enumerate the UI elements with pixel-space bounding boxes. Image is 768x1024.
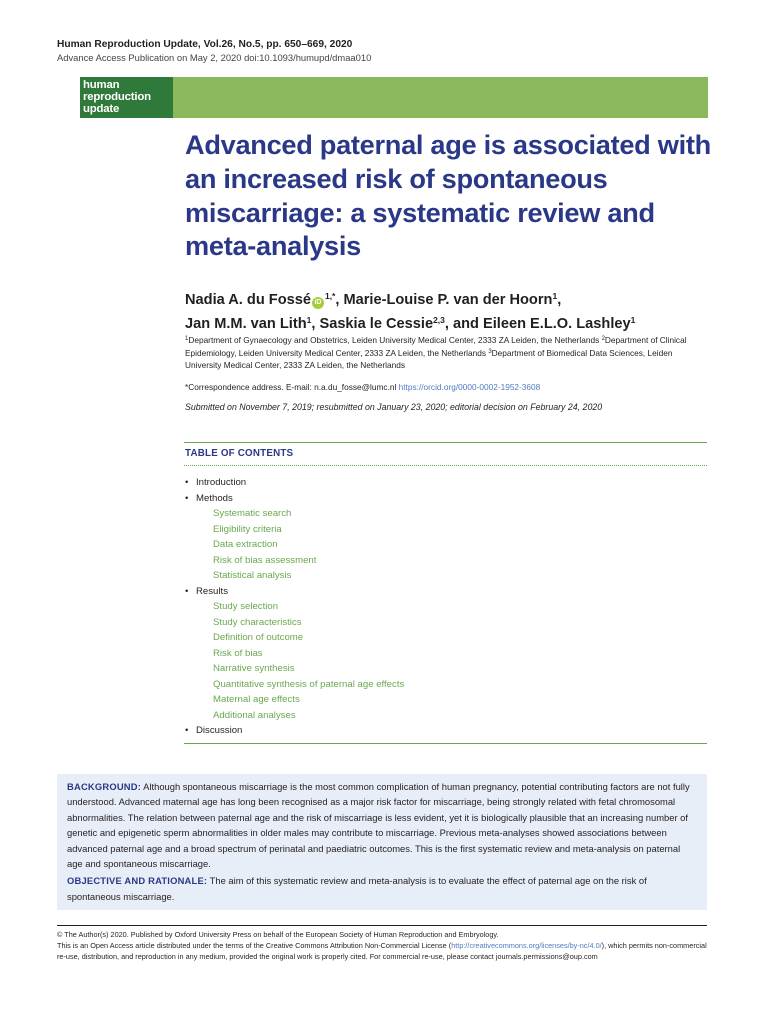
author-name[interactable]: Nadia A. du Fossé [185,292,311,308]
toc-subsection-link[interactable]: Quantitative synthesis of paternal age effects [213,678,405,690]
objective-text: The aim of this systematic review and meta-analysis is to evaluate the effect of paternal age on the risk of spontaneous miscarriage. [67,875,647,902]
toc-subsection-link[interactable]: Additional analyses [213,709,296,721]
toc-heading: TABLE OF CONTENTS [185,448,294,459]
toc-section-item[interactable]: • Methods [185,491,705,507]
logo-line-2: reproduction [83,91,151,103]
license-text-b: ), which permits non-commercial re-use, distribution, and reproduction in any medium, provided the original work is properly cited. For commercial re-use, please contact journals.permissions@oup.com [57,940,707,961]
toc-subsection-link[interactable]: Data extraction [213,539,278,550]
affil-sup: 2 [601,336,605,342]
author-affil-sup: 1 [552,291,558,301]
author-name[interactable]: , and Eileen E.L.O. Lashley [444,316,631,332]
toc-bottom-rule [184,743,707,744]
toc-dotted-rule [184,465,707,466]
doi-line: Advance Access Publication on May 2, 2020 doi:10.1093/humupd/dmaa010 [57,52,372,63]
toc-subsection-link[interactable]: Narrative synthesis [213,663,295,674]
author-line-1 [185,286,725,310]
affiliations [185,333,710,372]
abstract-box [57,774,707,910]
correspondence-text: *Correspondence address. E-mail: n.a.du_fosse@lumc.nl [185,382,399,392]
toc-section-item[interactable]: • Results [185,584,705,600]
author-affil-sup: 1,* [324,291,336,301]
license-text [57,941,712,963]
author-line-2 [185,310,725,334]
license-text-a: This is an Open Access article distributed under the terms of the Creative Commons Attribution Non-Commercial License ( [57,940,452,950]
correspondence [185,382,710,392]
toc-list [185,475,705,739]
background-text: Although spontaneous miscarriage is the most common complication of human pregnancy, potential contributing factors are not fully understood. Advanced maternal age has long been recognised as a major risk factor for miscarriage, being strongly related with fetal chromosomal abnormalities. The relation between paternal age and the risk of miscarriage is less evident, yet it is biologically plausible that an increasing number of genetic and epigenetic sperm abnormalities in older males may contribute to miscarriage. Previous meta-analyses showed associations between advanced paternal age and a broad spectrum of perinatal and paediatric outcomes. This is the first systematic review and meta-analysis on paternal age and spontaneous miscarriage. [67,781,690,870]
submission-dates: Submitted on November 7, 2019; resubmitted on January 23, 2020; editorial decision on February 24, 2020 [185,402,603,412]
author-affil-sup: 1 [306,315,312,325]
background-label: BACKGROUND: [67,781,142,792]
toc-subsection-link[interactable]: Study characteristics [213,616,302,628]
author-affil-sup: 2,3 [433,315,445,325]
toc-subsection-link[interactable]: Eligibility criteria [213,523,282,535]
author-name[interactable]: Jan M.M. van Lith [185,316,307,332]
affil-sup: 3 [488,349,492,356]
affiliation-2: Department of Clinical Epidemiology, Leiden University Medical Center, 2333 ZA Leiden, the Netherlands [185,335,687,359]
affil-sup: 1 [185,336,189,342]
toc-subsection-link[interactable]: Maternal age effects [213,694,300,705]
logo-line-3: update [83,103,120,115]
author-name[interactable]: , Saskia le Cessie [311,316,434,332]
footer [57,930,712,962]
affiliation-3: Department of Biomedical Data Sciences, Leiden University Medical Center, 2333 ZA Leiden, the Netherlands [185,348,673,371]
author-name[interactable]: , Marie-Louise P. van der Hoorn [335,292,553,308]
footer-rule [57,925,707,926]
article-title: Advanced paternal age is associated with an increased risk of spontaneous miscarriage: a systematic review and meta-analysis [185,129,711,262]
orcid-link[interactable]: https://orcid.org/0000-0002-1952-3608 [398,382,541,392]
orcid-icon[interactable]: iD [312,297,324,309]
abstract-objective [67,873,697,904]
affiliation-1: Department of Gynaecology and Obstetrics, Leiden University Medical Center, 2333 ZA Leiden, the Netherlands [188,335,602,345]
toc-section-item[interactable]: • Introduction [185,475,705,491]
author-separator: , [557,292,562,308]
journal-banner [80,77,708,118]
copyright-line: © The Author(s) 2020. Published by Oxford University Press on behalf of the European Society of Human Reproduction and Embryology. [57,930,499,939]
toc-subsection-link[interactable]: Risk of bias [213,647,263,659]
toc-subsection-link[interactable]: Systematic search [213,508,292,519]
logo-line-1: human [83,79,120,91]
abstract-background [67,779,697,871]
toc-subsection-link[interactable]: Study selection [213,601,279,612]
author-list [185,286,725,334]
license-link[interactable]: http://creativecommons.org/licenses/by-nc/4.0/ [451,940,602,950]
toc-subsection-link[interactable]: Statistical analysis [213,570,292,581]
journal-logo [80,77,173,118]
author-affil-sup: 1 [630,315,636,325]
objective-label: OBJECTIVE AND RATIONALE: [67,875,208,887]
journal-reference: Human Reproduction Update, Vol.26, No.5, pp. 650–669, 2020 [57,39,353,50]
toc-subsection-link[interactable]: Risk of bias assessment [213,554,317,566]
toc-subsection-link[interactable]: Definition of outcome [213,632,304,643]
toc-top-rule [184,442,707,443]
toc-section-item[interactable]: • Discussion [185,723,705,739]
